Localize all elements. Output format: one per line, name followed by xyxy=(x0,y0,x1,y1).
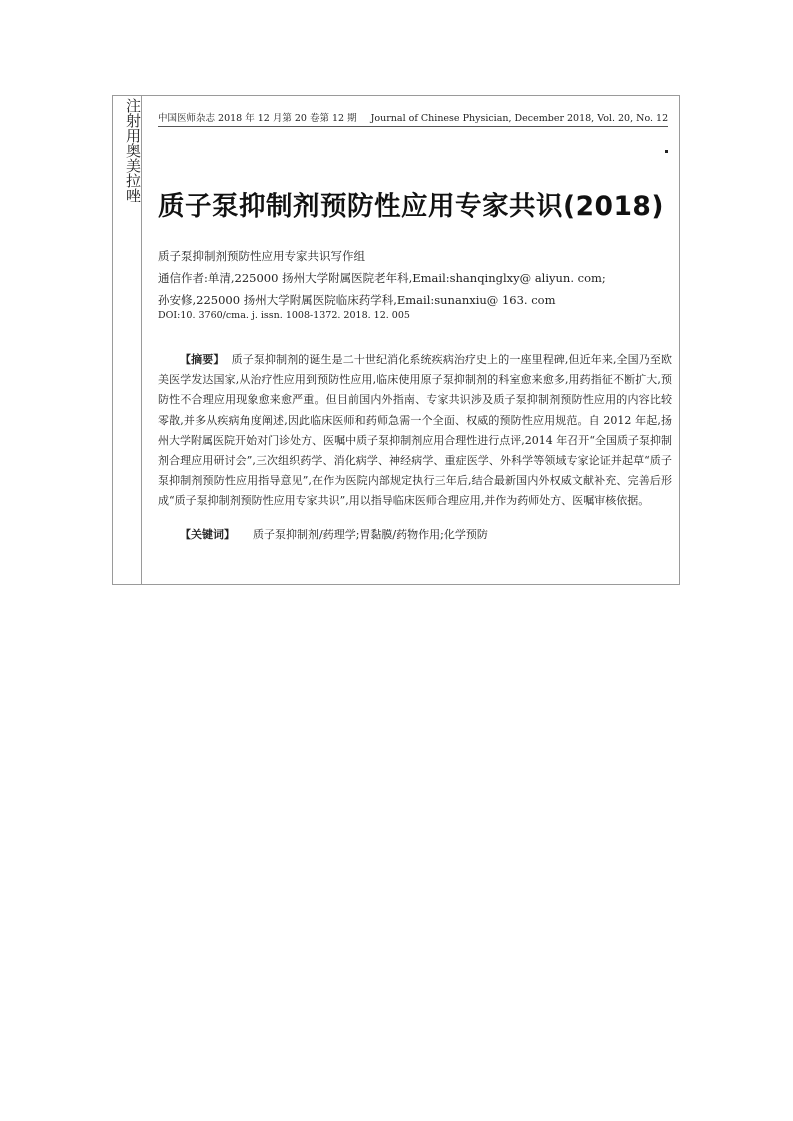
article-title: 质子泵抑制剂预防性应用专家共识(2018) xyxy=(158,191,664,222)
side-column xyxy=(113,96,142,584)
journal-header-cn: 中国医师杂志 2018 年 12 月第 20 卷第 12 期 xyxy=(158,113,357,124)
journal-header xyxy=(158,110,668,127)
keywords xyxy=(180,526,488,542)
second-author: 孙安修,225000 扬州大学附属医院临床药学科,Email:sunanxiu@ 163. com xyxy=(158,293,556,307)
keywords-label: 【关键词】 xyxy=(180,528,235,541)
abstract-text: 质子泵抑制剂的诞生是二十世纪消化系统疾病治疗史上的一座里程碑,但近年来,全国乃至欧美医学发达国家,从治疗性应用到预防性应用,临床使用原子泵抑制剂的科室愈来愈多,用药指征不断扩大,预防性不合理应用现象愈来愈严重。但目前国内外指南、专家共识涉及质子泵抑制剂预防性应用的内容比较零散,并多从疾病角度阐述,因此临床医师和药师急需一个全面、权威的预防性应用规范。自 2012 年起,扬州大学附属医院开始对门诊处方、医嘱中质子泵抑制剂应用合理性进行点评,2014 年召开“全国质子泵抑制剂合理应用研讨会”,三次组织药学、消化病学、神经病学、重症医学、外科学等领域专家论证并起草“质子泵抑制剂预防性应用指导意见”,在作为医院内部规定执行三年后,结合最新国内外权威文献补充、完善后形成“质子泵抑制剂预防性应用专家共识”,用以指导临床医师合理应用,并作为药师处方、医嘱审核依据。 xyxy=(158,353,672,508)
corresponding-author: 通信作者:单清,225000 扬州大学附属医院老年科,Email:shanqinglxy@ aliyun. com; xyxy=(158,271,606,285)
author-block xyxy=(158,245,606,311)
author-group: 质子泵抑制剂预防性应用专家共识写作组 xyxy=(158,249,365,263)
journal-header-en: Journal of Chinese Physician, December 2018, Vol. 20, No. 12 xyxy=(370,113,669,124)
abstract xyxy=(158,350,672,512)
article-content xyxy=(143,96,679,584)
side-label: 注射用奥美拉唑 xyxy=(124,98,142,203)
keywords-text: 质子泵抑制剂/药理学;胃黏膜/药物作用;化学预防 xyxy=(253,528,488,541)
abstract-label: 【摘要】 xyxy=(180,353,225,366)
doi: DOI:10. 3760/cma. j. issn. 1008-1372. 2018. 12. 005 xyxy=(158,310,410,321)
dot-mark xyxy=(665,150,668,153)
document-frame xyxy=(112,95,680,585)
